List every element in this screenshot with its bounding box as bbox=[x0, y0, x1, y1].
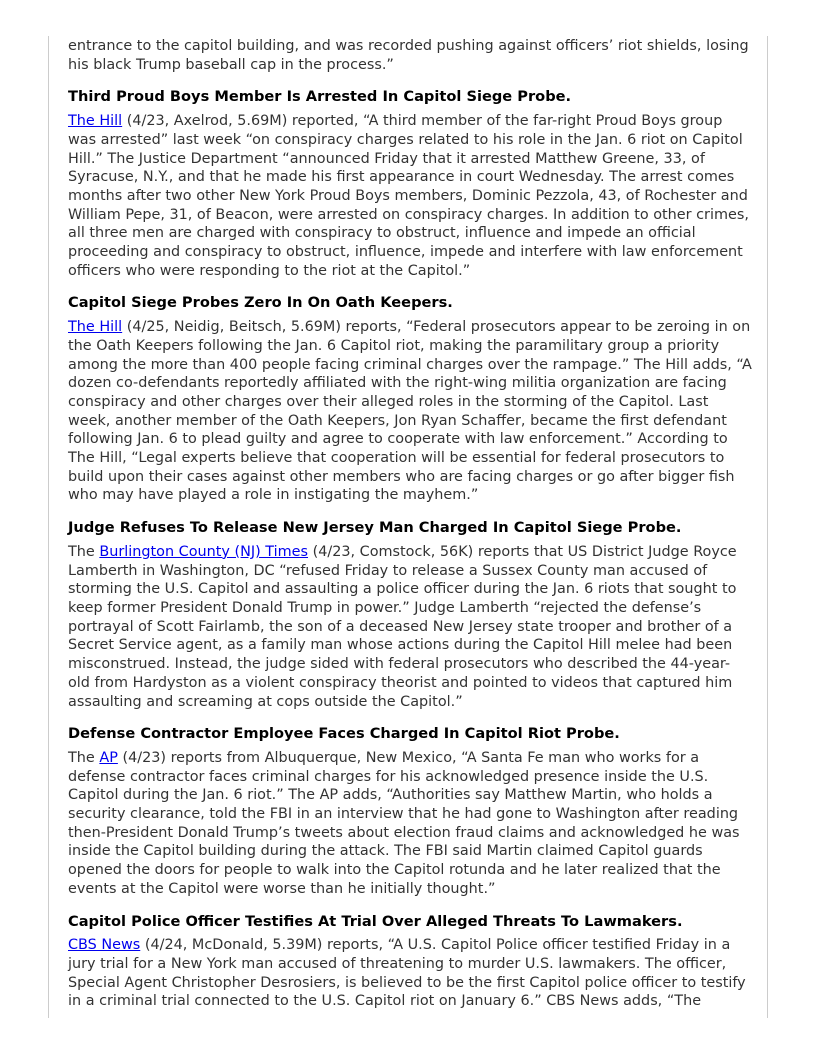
article-pre: The bbox=[68, 749, 100, 766]
source-link[interactable]: The Hill bbox=[68, 113, 123, 130]
source-link[interactable]: Burlington County (NJ) Times bbox=[99, 543, 309, 560]
document-body bbox=[68, 37, 752, 1011]
article-body bbox=[68, 543, 752, 711]
article-text: (4/23, Comstock, 56K) reports that US District Judge Royce Lamberth in Washington, DC “refused Friday to release a Sussex County man accused of storming the U.S. Capitol and assaulting a police officer during the Jan. 6 riots that sought to keep former President Donald Trump in power.” Judge Lamberth “rejected the defense’s portrayal of Scott Fairlamb, the son of a deceased New Jersey state trooper and brother of a Secret Service agent, as a family man whose actions during the Capitol Hill melee had been misconstrued. Instead, the judge sided with federal prosecutors who described the 44-year-old from Hardyston as a violent conspiracy theorist and pointed to videos that captured him assaulting and screaming at cops outside the Capitol.” bbox=[68, 543, 737, 710]
article bbox=[68, 725, 752, 898]
source-link[interactable]: The Hill bbox=[68, 319, 123, 336]
article-text: (4/24, McDonald, 5.39M) reports, “A U.S. Capitol Police officer testified Friday in a jury trial for a New York man accused of threatening to murder U.S. lawmakers. The officer, Special Agent Christopher Desrosiers, is believed to be the first Capitol police officer to testify in a criminal trial connected to the U.S. Capitol riot on January 6.” CBS News adds, “The bbox=[68, 937, 746, 1010]
article-body bbox=[68, 749, 752, 899]
article-pre: The bbox=[68, 543, 100, 560]
article bbox=[68, 88, 752, 280]
article-headline: Defense Contractor Employee Faces Charged In Capitol Riot Probe. bbox=[68, 725, 620, 743]
article bbox=[68, 519, 752, 711]
source-link[interactable]: AP bbox=[99, 749, 118, 766]
article-body bbox=[68, 936, 752, 1011]
article-text: (4/23, Axelrod, 5.69M) reported, “A third member of the far-right Proud Boys group was arrested” last week “on conspiracy charges related to his role in the Jan. 6 riot on Capitol Hill.” The Justice Department “announced Friday that it arrested Matthew Greene, 33, of Syracuse, N.Y., and that he made his first appearance in court Wednesday. The arrest comes months after two other New York Proud Boys members, Dominic Pezzola, 43, of Rochester and William Pepe, 31, of Beacon, were arrested on conspiracy charges. In addition to other crimes, all three men are charged with conspiracy to obstruct, influence and impede an official proceeding and conspiracy to obstruct, influence, impede and interfere with law enforcement officers who were responding to the riot at the Capitol.” bbox=[68, 113, 749, 279]
intro-paragraph: entrance to the capitol building, and was recorded pushing against officers’ riot shields, losing his black Trump baseball cap in the process.” bbox=[68, 38, 749, 73]
article-body bbox=[68, 318, 752, 505]
source-link[interactable]: CBS News bbox=[68, 937, 141, 954]
article bbox=[68, 913, 752, 1012]
article-body bbox=[68, 112, 752, 280]
article-text: (4/25, Neidig, Beitsch, 5.69M) reports, “Federal prosecutors appear to be zeroing in on the Oath Keepers following the Jan. 6 Capitol riot, making the paramilitary group a priority among the more than 400 people facing criminal charges over the rampage.” The Hill adds, “A dozen co-defendants reportedly affiliated with the right-wing militia organization are facing conspiracy and other charges over their alleged roles in the storming of the Capitol. Last week, another member of the Oath Keepers, Jon Ryan Schaffer, became the first defendant following Jan. 6 to plead guilty and agree to cooperate with law enforcement.” According to The Hill, “Legal experts believe that cooperation will be essential for federal prosecutors to build upon their cases against other members who are facing charges or go after bigger fish who may have played a role in instigating the mayhem.” bbox=[68, 319, 752, 504]
article-headline: Capitol Police Officer Testifies At Trial Over Alleged Threats To Lawmakers. bbox=[68, 912, 683, 930]
article bbox=[68, 294, 752, 505]
article-headline: Judge Refuses To Release New Jersey Man Charged In Capitol Siege Probe. bbox=[68, 519, 682, 537]
article-text: (4/23) reports from Albuquerque, New Mexico, “A Santa Fe man who works for a defense contractor faces criminal charges for his acknowledged presence inside the U.S. Capitol during the Jan. 6 riot.” The AP adds, “Authorities say Matthew Martin, who holds a security clearance, told the FBI in an interview that he had gone to Washington after reading then-President Donald Trump’s tweets about election fraud claims and acknowledged he was inside the Capitol building during the attack. The FBI said Martin claimed Capitol guards opened the doors for people to walk into the Capitol rotunda and he later realized that the events at the Capitol were worse than he initially thought.” bbox=[68, 749, 740, 897]
article-headline: Third Proud Boys Member Is Arrested In Capitol Siege Probe. bbox=[68, 88, 572, 106]
article-headline: Capitol Siege Probes Zero In On Oath Keepers. bbox=[68, 294, 453, 312]
